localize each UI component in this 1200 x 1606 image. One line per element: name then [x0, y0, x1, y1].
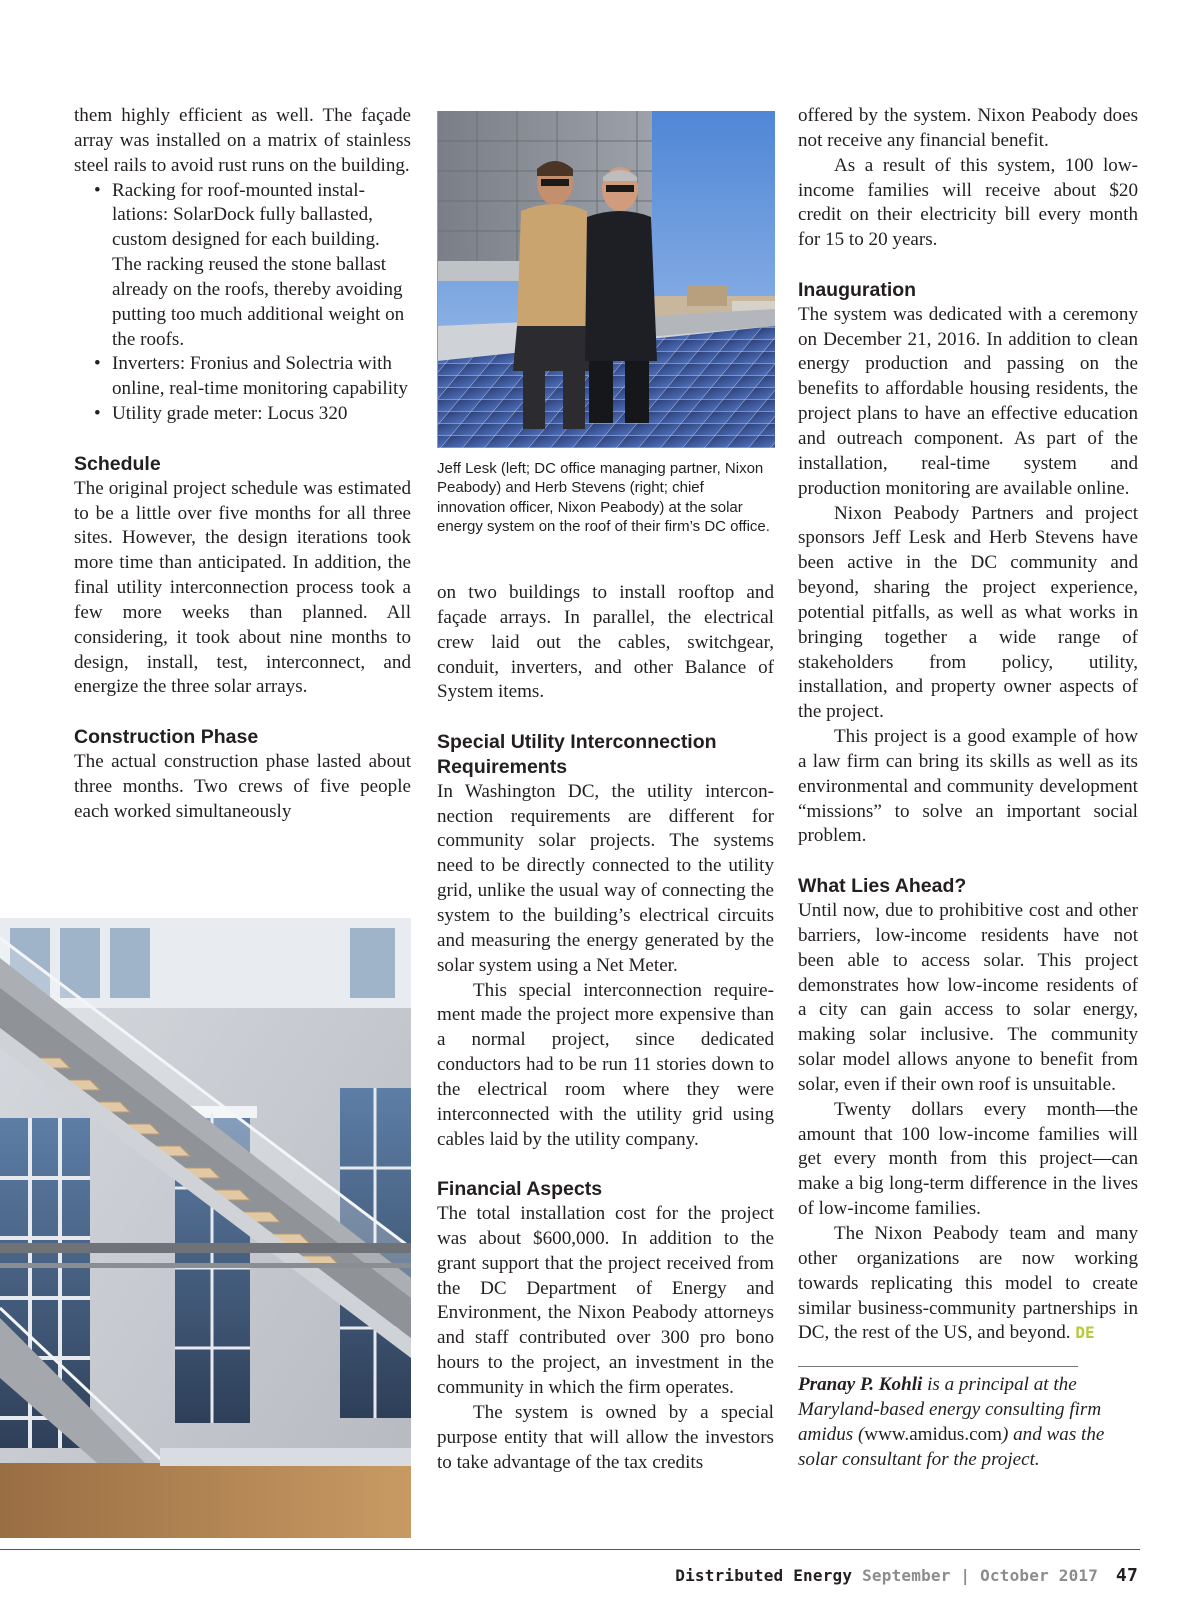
- financial-heading: Financial Aspects: [437, 1178, 603, 1201]
- list-item: • Utility grade meter: Locus 320: [74, 402, 411, 427]
- publication-name: Distributed Energy: [675, 1566, 853, 1585]
- page-footer: [675, 1565, 1138, 1586]
- schedule-paragraph: The original project schedule was estimated to be a little over five months for all three sites. However, the design iterations took more time than anticipated. In addition, the final utility interconnection process took a few more weeks than planned. All considering, it took about nine months to design, install, test, interconnect, and energize the three solar arrays.: [74, 477, 411, 698]
- rooftop-solar-photo: [437, 111, 775, 448]
- list-item: • Inverters: Fronius and Solectria with online, real-time monitoring capability: [74, 352, 411, 402]
- what-lies-ahead-heading: What Lies Ahead?: [798, 875, 967, 898]
- bio-url: www.amidus.com: [864, 1423, 1002, 1445]
- ahead-paragraph-1: Until now, due to prohibitive cost and other barriers, low-income residents have not been able to access solar. This project demonstrates how low-income residents of a city can gain access to solar energy, making solar inclusive. The community solar model allows anyone to benefit from solar, even if their own roof is unsuitable.: [798, 900, 1138, 1095]
- end-mark: DE: [1075, 1323, 1095, 1343]
- ahead-paragraph-3-text: The Nixon Peabody team and many other organizations are now working towards replicating this model to create similar business-community partnerships in DC, the rest of the US, and beyond.: [798, 1222, 1138, 1344]
- inauguration-heading: Inauguration: [798, 278, 917, 301]
- staircase-image: [0, 918, 411, 1538]
- col3-cont-paragraph: offered by the system. Nixon Peabody does not receive any financial benefit.: [798, 105, 1138, 151]
- column-2: [437, 581, 774, 1475]
- column-3: [798, 104, 1138, 1473]
- list-item: • Racking for roof-mounted installations: SolarDock fully ballasted, custom designed for each building. The racking reused the stone ballast already on the roofs, thereby avoiding putting too much additional weight on the roofs.: [74, 179, 411, 353]
- construction-paragraph: The actual construction phase lasted about three months. Two crews of five people each worked simultaneously: [74, 750, 411, 822]
- financial-paragraph-2: The system is owned by a special purpose entity that will allow the investors to take advantage of the tax credits: [437, 1401, 774, 1473]
- ahead-paragraph-2: Twenty dollars every month—the amount that 100 low-income families will get every month from this project—can make a big long-term difference in the lives of low-income families.: [798, 1098, 1138, 1220]
- author-bio: [798, 1373, 1138, 1472]
- construction-heading: Construction Phase: [74, 726, 259, 749]
- bio-text: is a principal at the Maryland-based energy consulting firm amidus (: [798, 1374, 1102, 1445]
- equipment-list: [74, 179, 411, 427]
- column-1: [74, 104, 411, 824]
- photo-caption: Jeff Lesk (left; DC office managing partner, Nixon Peabody) and Herb Stevens (right; chief innovation officer, Nixon Peabody) at the solar energy system on the roof of their firm’s DC office.: [437, 460, 770, 535]
- schedule-heading: Schedule: [74, 452, 161, 475]
- author-name: Pranay P. Kohli: [798, 1374, 923, 1396]
- inauguration-paragraph-1: The system was dedicated with a ceremony on December 21, 2016. In addition to clean energy production and passing on the benefits to affordable housing residents, the project plans to have an effective education and outreach component. As part of the installation, real-time system and production monitoring are available online.: [798, 303, 1138, 499]
- bio-divider: [798, 1366, 1078, 1367]
- footer-rule: [0, 1549, 1140, 1550]
- photo-frame-left: [437, 111, 438, 448]
- inauguration-paragraph-2: Nixon Peabody Partners and project sponsors Jeff Lesk and Herb Stevens have been active in the DC community and beyond, sharing the project experience, potential pitfalls, as well as what works in bringing together a wide range of stakeholders from policy, utility, installation, and property owner aspects of the project.: [798, 502, 1138, 723]
- low-income-paragraph: As a result of this system, 100 low-income families will receive about $20 credit on their electricity bill every month for 15 to 20 years.: [798, 154, 1138, 251]
- staircase-photo: [0, 918, 411, 1538]
- ahead-paragraph-3: [798, 1222, 1138, 1346]
- special-utility-paragraph-2: This special interconnection requirement made the project more expensive than a normal project, since dedicated conductors had to be run 11 stories down to the electrical room where they were interconnected with the utility grid using cables laid by the utility company.: [437, 979, 774, 1150]
- construction-cont-paragraph: on two buildings to install rooftop and façade arrays. In parallel, the electrical crew laid out the cables, switchgear, conduit, inverters, and other Balance of System items.: [437, 582, 774, 703]
- inauguration-paragraph-3: This project is a good example of how a law firm can bring its skills as well as its environmental and community development “missions” to solve an important social problem.: [798, 726, 1138, 847]
- bio-tail: ) and was the solar consultant for the project.: [798, 1423, 1105, 1470]
- issue-date: September | October 2017: [862, 1566, 1099, 1585]
- financial-paragraph-1: The total installation cost for the project was about $600,000. In addition to the grant support that the project received from the DC Department of Energy and Environment, the Nixon Peabody attorneys and staff contributed over 300 pro bono hours to the project, an investment in the community in which the firm operates.: [437, 1203, 774, 1398]
- special-utility-paragraph-1: In Washington DC, the utility interconnection requirements are different for community solar projects. The systems need to be directly connected to the utility grid, unlike the usual way of connecting the system to the building’s electrical circuits and measuring the energy generated by the solar system using a Net Meter.: [437, 780, 774, 976]
- col1-intro-paragraph: them highly efficient as well. The façade array was installed on a matrix of stainless steel rails to avoid rust runs on the building.: [74, 105, 411, 176]
- special-utility-heading: Special Utility Interconnection Requirements: [437, 731, 717, 778]
- page-number: 47: [1115, 1565, 1138, 1586]
- rooftop-solar-image: [437, 111, 775, 448]
